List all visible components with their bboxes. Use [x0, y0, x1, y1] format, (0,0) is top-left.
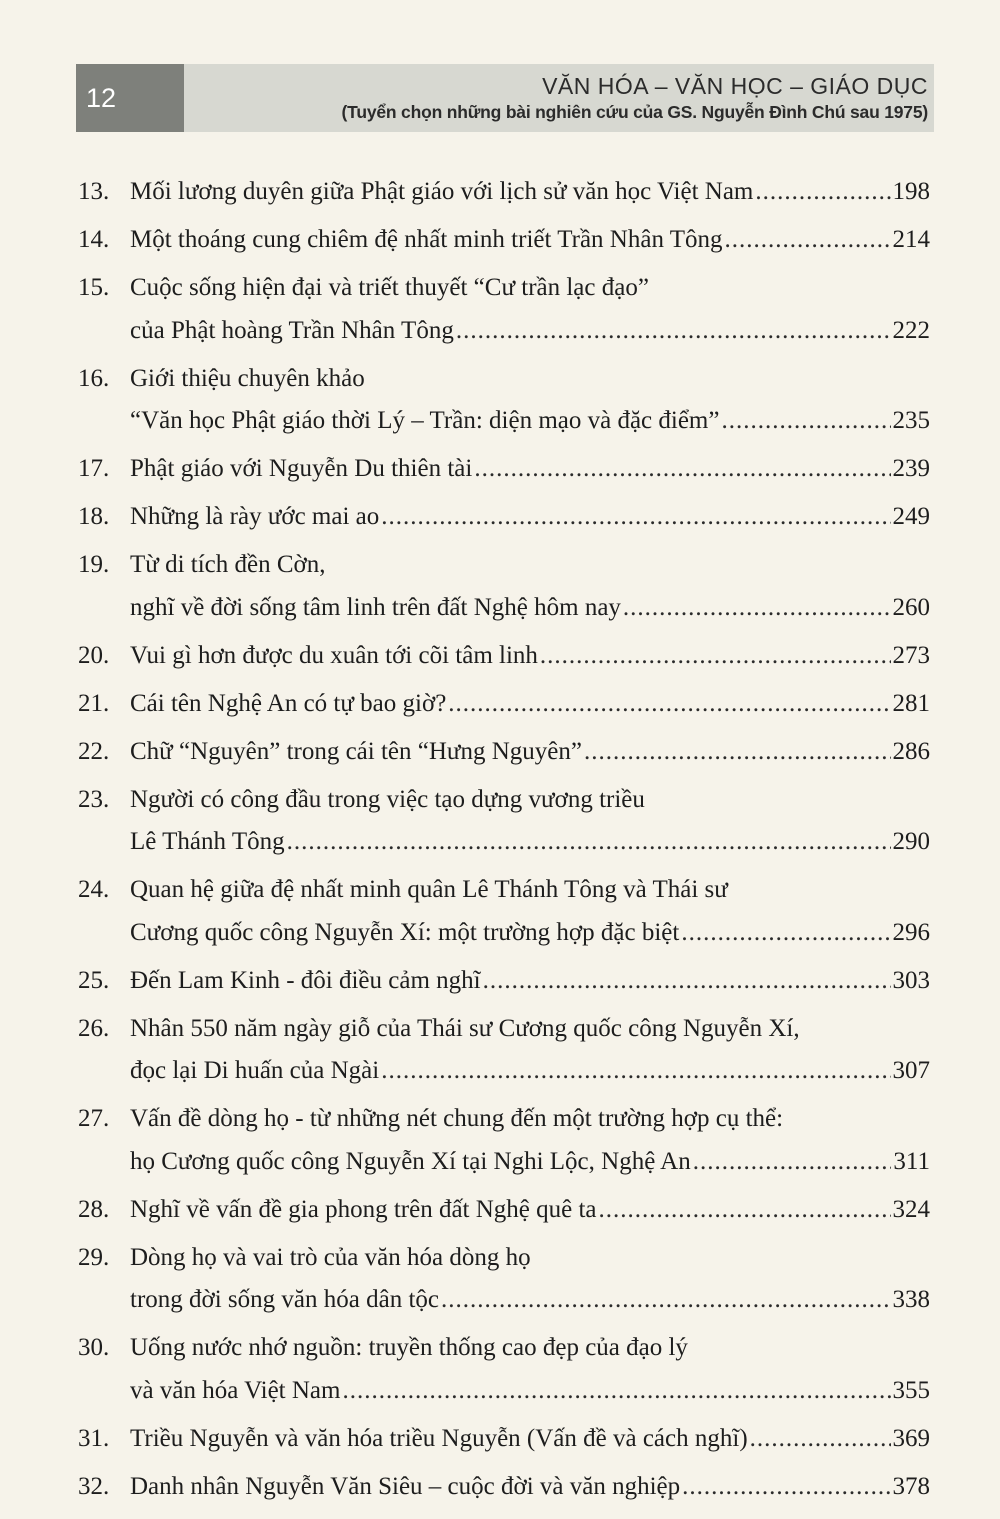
toc-entry-title: nghĩ về đời sống tâm linh trên đất Nghệ hôm nay — [130, 593, 621, 621]
toc-line — [78, 786, 930, 820]
dot-leader — [441, 1286, 891, 1314]
toc-entry-title: Nghĩ về vấn đề gia phong trên đất Nghệ quê ta — [130, 1195, 597, 1223]
toc-page-number: 290 — [892, 828, 930, 855]
toc-entry-title: Cương quốc công Nguyễn Xí: một trường hợp đặc biệt — [130, 918, 680, 946]
dot-leader — [456, 317, 891, 345]
toc-entry-title: Từ di tích đền Cờn, — [130, 551, 326, 578]
toc-entry-title: họ Cương quốc công Nguyễn Xí tại Nghi Lộc, Nghệ An — [130, 1147, 691, 1175]
toc-page-number: 281 — [892, 689, 930, 717]
toc-entry-number: 16. — [78, 364, 110, 392]
toc-entry-title: Mối lương duyên giữa Phật giáo với lịch sử văn học Việt Nam — [130, 178, 754, 205]
dot-leader — [287, 828, 891, 856]
toc-entry-title: Dòng họ và vai trò của văn hóa dòng họ — [130, 1243, 531, 1271]
toc-entry-title: đọc lại Di huấn của Ngài — [130, 1057, 380, 1084]
toc-page-number: 239 — [892, 455, 930, 482]
toc-line — [78, 642, 930, 676]
toc-line — [78, 1148, 930, 1182]
toc-entry-number: 30. — [78, 1334, 110, 1361]
toc-entry-number: 23. — [78, 785, 110, 813]
toc-page-number: 355 — [892, 1376, 930, 1404]
toc-entry-title: Giới thiệu chuyên khảo — [130, 364, 365, 392]
toc-page-number: 303 — [892, 966, 930, 994]
toc-page-number: 249 — [892, 503, 930, 530]
toc-entry-title: Lê Thánh Tông — [130, 828, 285, 855]
toc-entry-title: Một thoáng cung chiêm đệ nhất minh triết Trần Nhân Tông — [130, 226, 723, 253]
toc-line — [78, 178, 930, 212]
toc-entry-title: Những là rày ước mai ao — [130, 503, 380, 530]
dot-leader — [483, 967, 891, 995]
toc-line — [78, 1015, 930, 1049]
toc-line — [78, 1334, 930, 1368]
toc-entry-number: 21. — [78, 689, 110, 717]
toc-line — [78, 274, 930, 308]
toc-entry-number: 26. — [78, 1014, 110, 1042]
page-number: 12 — [76, 64, 184, 132]
toc-line — [78, 503, 930, 537]
toc-entry-number: 25. — [78, 966, 110, 994]
toc-page-number: 369 — [892, 1424, 930, 1452]
toc-entry-number: 29. — [78, 1243, 110, 1271]
toc-page-number: 235 — [892, 407, 930, 434]
toc-page-number: 324 — [892, 1195, 930, 1223]
toc-page-number: 198 — [892, 178, 930, 205]
toc-page-number: 378 — [892, 1472, 930, 1500]
dot-leader — [693, 1148, 892, 1176]
toc-line — [78, 1057, 930, 1091]
toc-line — [78, 1244, 930, 1278]
toc-line — [78, 226, 930, 260]
toc-line — [78, 1196, 930, 1230]
toc-entry-number: 32. — [78, 1472, 110, 1500]
toc-entry-title: Danh nhân Nguyễn Văn Siêu – cuộc đời và văn nghiệp — [130, 1472, 681, 1500]
dot-leader — [682, 1473, 890, 1501]
toc-page-number: 311 — [893, 1147, 930, 1175]
toc-entry-number: 19. — [78, 551, 110, 578]
toc-entry-title: Đến Lam Kinh - đôi điều cảm nghĩ — [130, 966, 481, 994]
dot-leader — [448, 690, 890, 718]
toc-line — [78, 690, 930, 724]
toc-entry-number: 31. — [78, 1424, 110, 1452]
toc-entry-number: 15. — [78, 274, 110, 301]
running-header — [76, 64, 934, 132]
toc-line — [78, 365, 930, 399]
toc-entry-number: 18. — [78, 503, 110, 530]
toc-page-number: 260 — [892, 593, 930, 621]
toc-line — [78, 1377, 930, 1411]
toc-entry-title: Cuộc sống hiện đại và triết thuyết “Cư trần lạc đạo” — [130, 274, 649, 301]
toc-entry-number: 20. — [78, 641, 110, 669]
toc-entry-title: Phật giáo với Nguyễn Du thiên tài — [130, 455, 473, 482]
toc-entry-title: Vui gì hơn được du xuân tới cõi tâm linh — [130, 641, 538, 669]
book-subtitle: (Tuyển chọn những bài nghiên cứu của GS. Nguyễn Đình Chú sau 1975) — [341, 102, 928, 122]
toc-page-number: 214 — [892, 226, 930, 253]
toc-page-number: 296 — [892, 918, 930, 946]
dot-leader — [623, 594, 891, 622]
dot-leader — [681, 919, 890, 947]
toc-entry-title: “Văn học Phật giáo thời Lý – Trần: diện mạo và đặc điểm” — [130, 407, 720, 434]
toc-entry-number: 13. — [78, 178, 110, 205]
dot-leader — [599, 1196, 891, 1224]
book-title: VĂN HÓA – VĂN HỌC – GIÁO DỤC — [542, 73, 928, 99]
toc-line — [78, 455, 930, 489]
toc-entry-number: 28. — [78, 1195, 110, 1223]
dot-leader — [342, 1377, 890, 1405]
header-band — [184, 64, 934, 132]
toc-entry-title: Uống nước nhớ nguồn: truyền thống cao đẹp của đạo lý — [130, 1334, 688, 1361]
toc-entry-title: Triều Nguyễn và văn hóa triều Nguyễn (Vấn đề và cách nghĩ) — [130, 1424, 748, 1452]
toc-entry-number: 14. — [78, 226, 110, 253]
toc-page-number: 273 — [892, 641, 930, 669]
toc-page-number: 338 — [892, 1286, 930, 1313]
dot-leader — [721, 407, 890, 435]
toc-line — [78, 317, 930, 351]
toc-page-number: 286 — [892, 737, 930, 765]
toc-line — [78, 407, 930, 441]
toc-line — [78, 1105, 930, 1139]
toc-entry-number: 24. — [78, 876, 110, 903]
dot-leader — [474, 455, 890, 483]
toc-entry-title: Chữ “Nguyên” trong cái tên “Hưng Nguyên” — [130, 737, 582, 765]
toc-entry-number: 17. — [78, 455, 110, 482]
toc-line — [78, 1286, 930, 1320]
dot-leader — [725, 226, 891, 254]
toc-line — [78, 828, 930, 862]
toc-entry-number: 22. — [78, 737, 110, 765]
dot-leader — [755, 178, 890, 206]
toc-entry-title: Người có công đầu trong việc tạo dựng vương triều — [130, 785, 645, 813]
toc-line — [78, 967, 930, 1001]
toc-page-number: 307 — [892, 1057, 930, 1084]
toc-entry-title: Cái tên Nghệ An có tự bao giờ? — [130, 689, 447, 717]
toc-line — [78, 919, 930, 953]
toc-entry-title: Vấn đề dòng họ - từ những nét chung đến một trường hợp cụ thể: — [130, 1105, 784, 1132]
toc-page-number: 222 — [892, 316, 930, 344]
toc-line — [78, 551, 930, 585]
toc-line — [78, 1425, 930, 1459]
toc-entry-number: 27. — [78, 1105, 110, 1132]
dot-leader — [750, 1425, 891, 1453]
dot-leader — [540, 642, 891, 670]
toc-entry-title: và văn hóa Việt Nam — [130, 1376, 341, 1404]
toc-line — [78, 1473, 930, 1507]
dot-leader — [381, 1057, 890, 1085]
toc-entry-title: Nhân 550 năm ngày giỗ của Thái sư Cương quốc công Nguyễn Xí, — [130, 1014, 800, 1042]
toc-line — [78, 594, 930, 628]
toc-entry-title: Quan hệ giữa đệ nhất minh quân Lê Thánh Tông và Thái sư — [130, 876, 728, 903]
dot-leader — [381, 503, 890, 531]
toc-entry-title: trong đời sống văn hóa dân tộc — [130, 1286, 439, 1313]
toc-entry-title: của Phật hoàng Trần Nhân Tông — [130, 316, 454, 344]
toc-line — [78, 738, 930, 772]
toc-line — [78, 876, 930, 910]
dot-leader — [584, 738, 891, 766]
